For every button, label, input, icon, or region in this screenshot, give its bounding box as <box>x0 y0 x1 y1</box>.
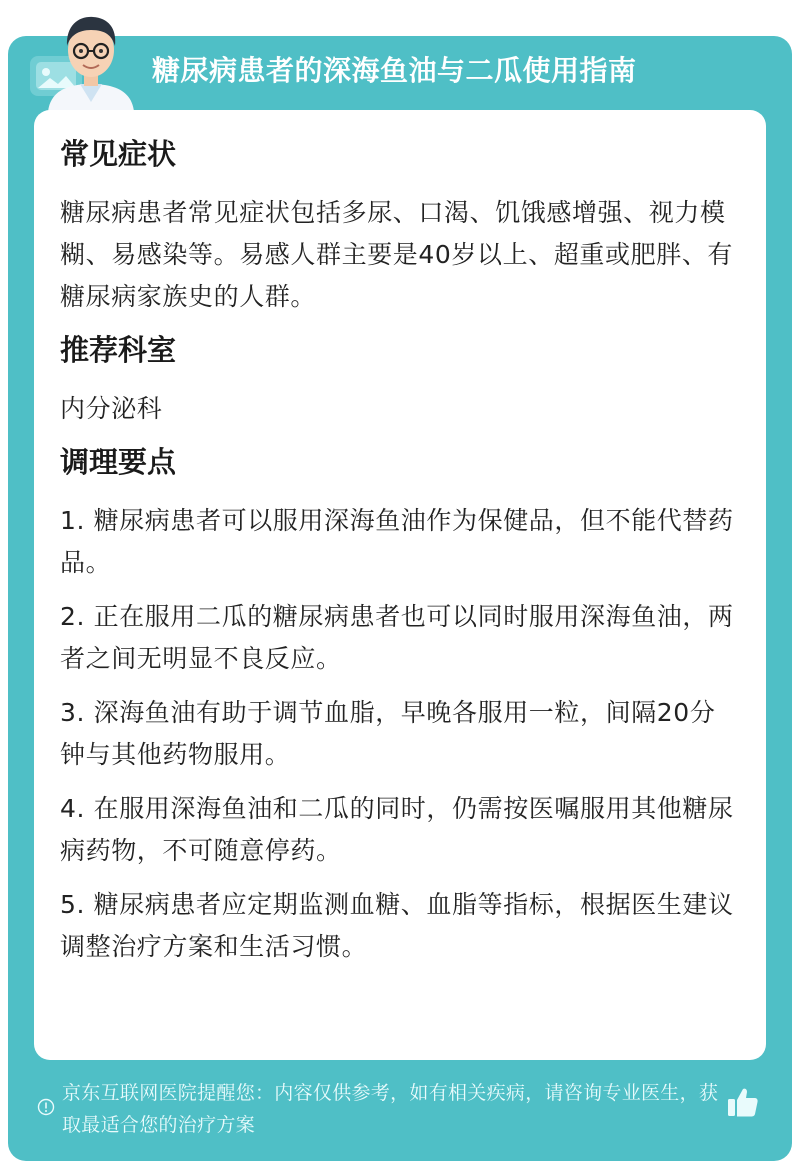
department-paragraph: 内分泌科 <box>60 394 163 423</box>
care-point-1: 1. 糖尿病患者可以服用深海鱼油作为保健品，但不能代替药品。 <box>60 506 734 577</box>
content-card <box>34 110 766 1060</box>
care-point-3: 3. 深海鱼油有助于调节血脂，早晚各服用一粒，间隔20分钟与其他药物服用。 <box>60 698 716 769</box>
doctor-avatar-icon <box>46 6 136 112</box>
care-point-5: 5. 糖尿病患者应定期监测血糖、血脂等指标，根据医生建议调整治疗方案和生活习惯。 <box>60 890 734 961</box>
care-point-2: 2. 正在服用二瓜的糖尿病患者也可以同时服用深海鱼油，两者之间无明显不良反应。 <box>60 602 734 673</box>
section-heading-care-points: 调理要点 <box>60 445 177 479</box>
care-point-4: 4. 在服用深海鱼油和二瓜的同时，仍需按医嘱服用其他糖尿病药物，不可随意停药。 <box>60 794 734 865</box>
disclaimer-text: 京东互联网医院提醒您：内容仅供参考，如有相关疾病，请咨询专业医生，获取最适合您的治疗方案 <box>62 1082 719 1136</box>
symptoms-paragraph: 糖尿病患者常见症状包括多尿、口渴、饥饿感增强、视力模糊、易感染等。易感人群主要是40岁以上、超重或肥胖、有糖尿病家族史的人群。 <box>60 198 734 311</box>
warning-icon <box>37 1098 55 1116</box>
section-heading-symptoms: 常见症状 <box>60 137 177 171</box>
thumbs-up-icon[interactable] <box>726 1085 760 1119</box>
section-heading-department: 推荐科室 <box>60 333 177 367</box>
page-title: 糖尿病患者的深海鱼油与二瓜使用指南 <box>152 54 637 87</box>
